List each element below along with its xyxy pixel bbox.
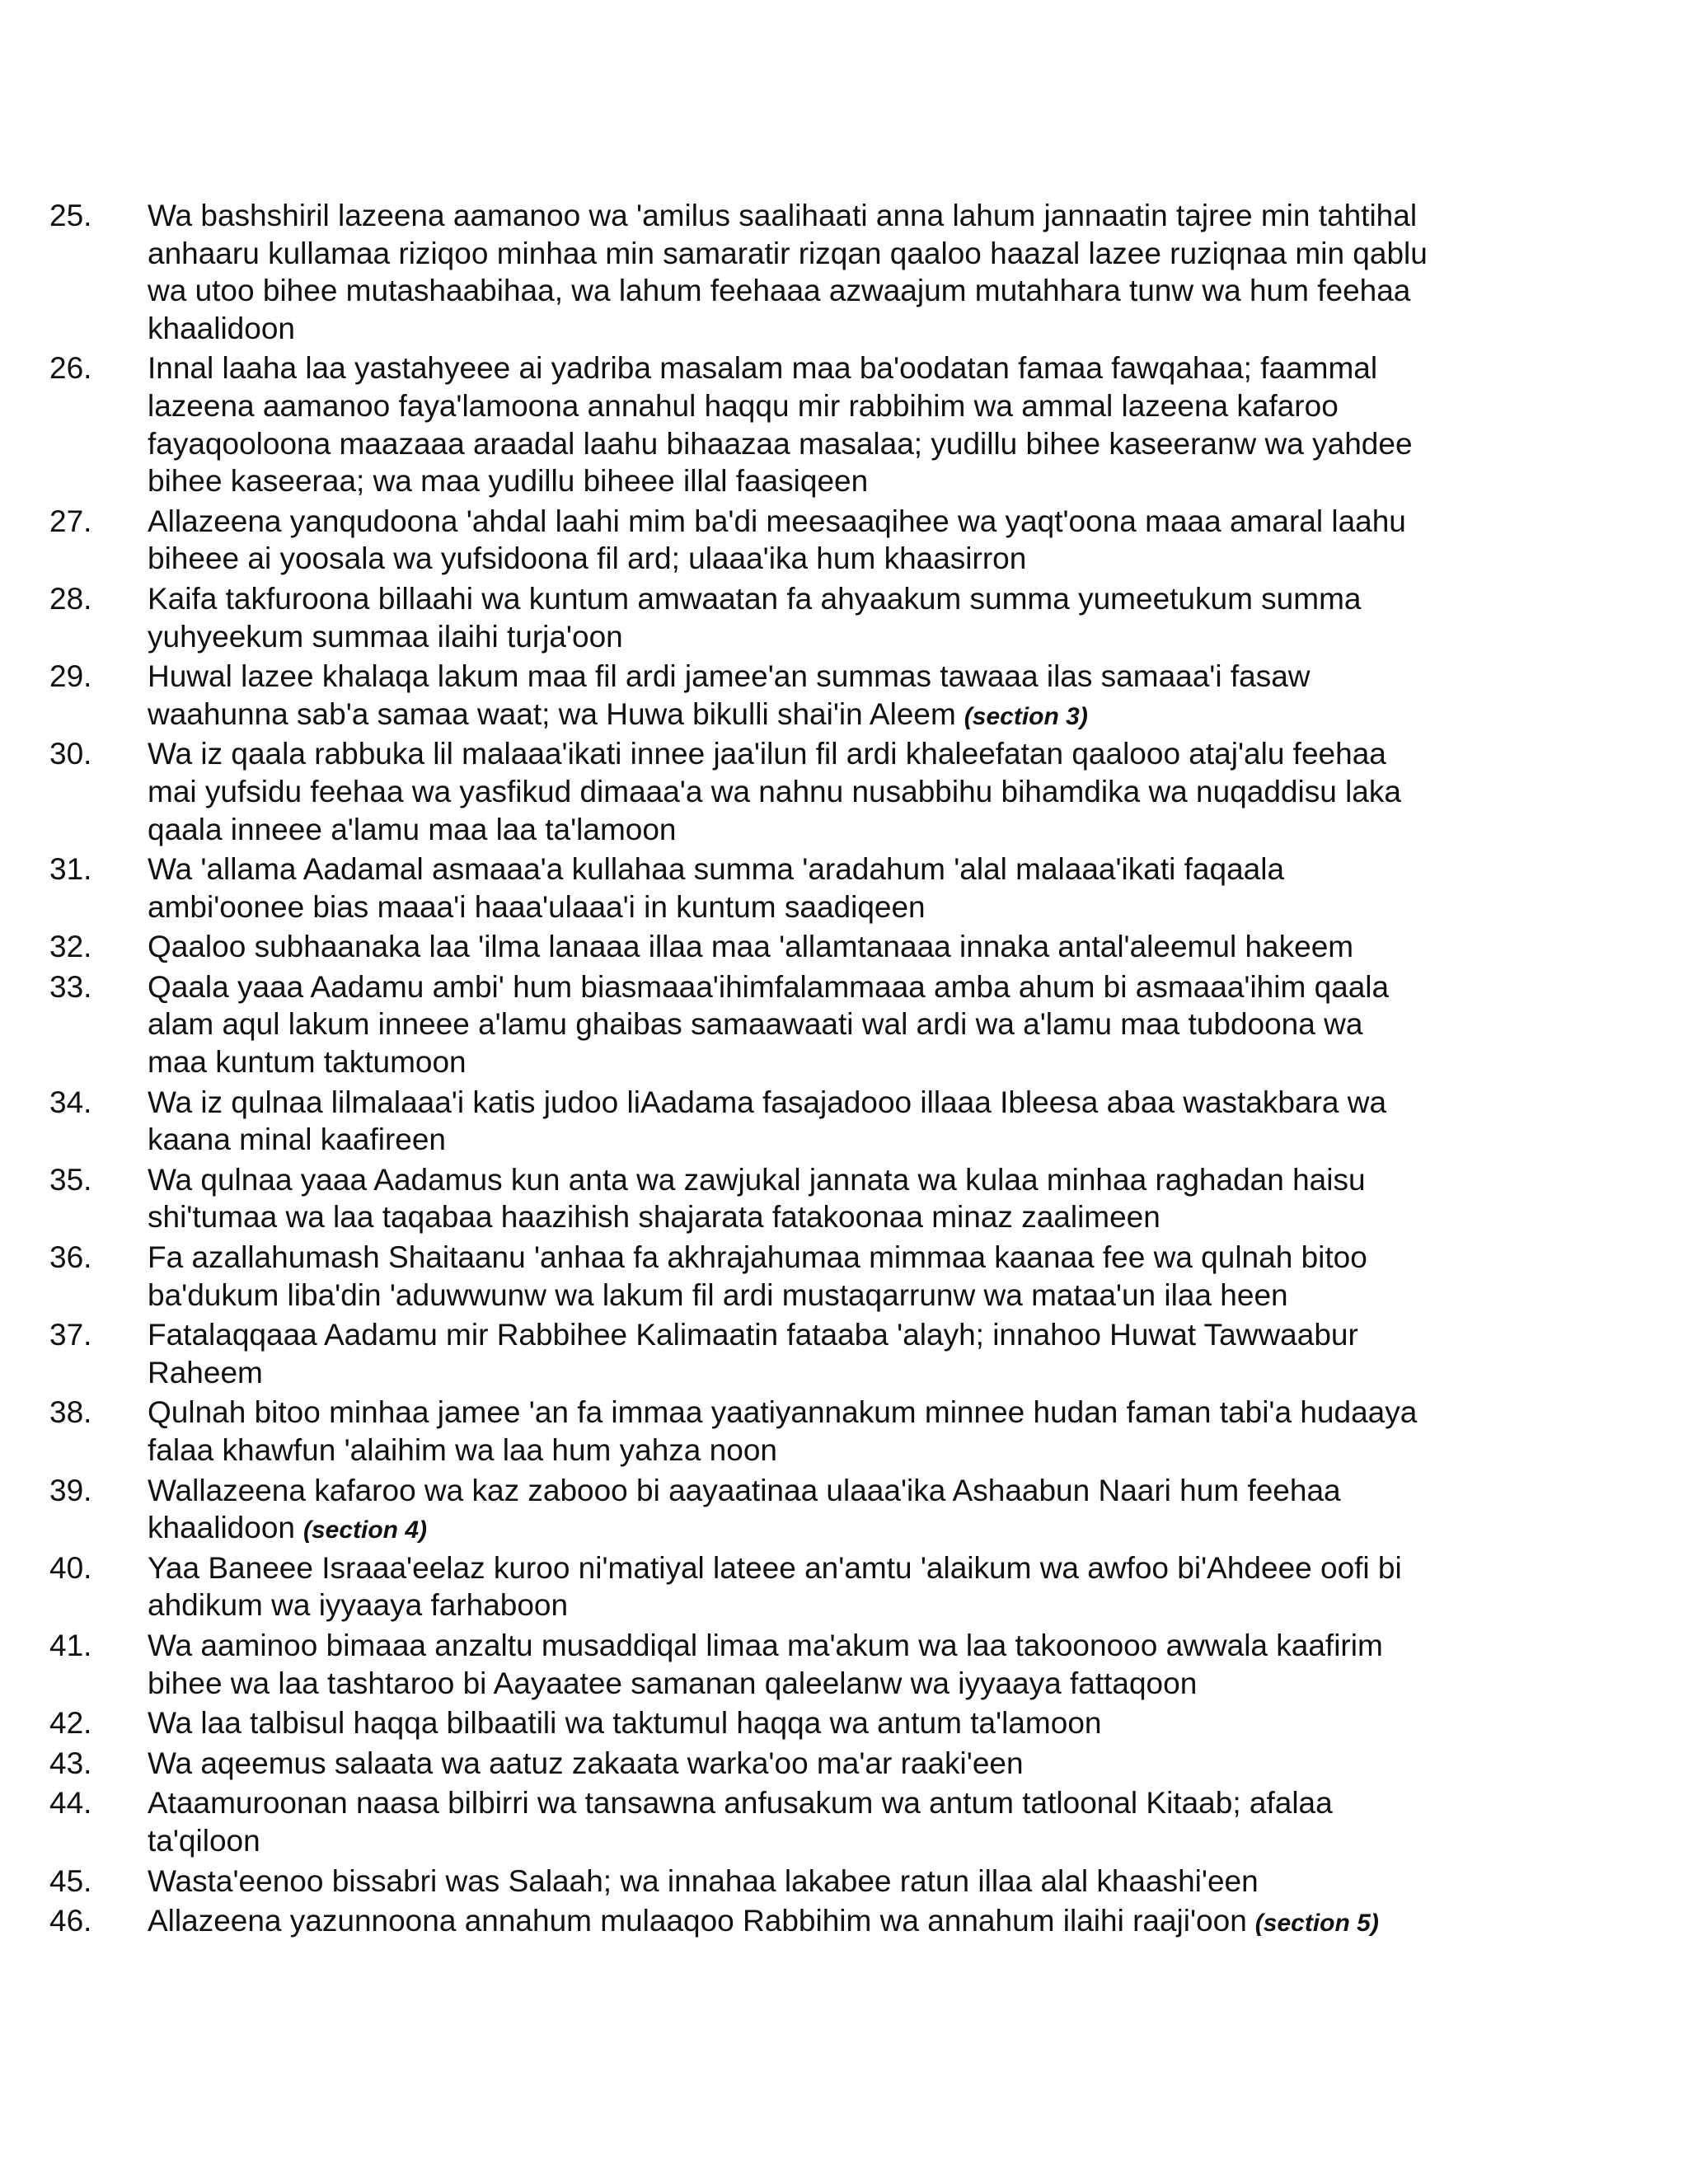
verse-body: Qaaloo subhaanaka laa 'ilma lanaaa illaa maa 'allamtanaaa innaka antal'aleemul hakeem (148, 930, 1354, 964)
verse-item (49, 1161, 1533, 1239)
verse-item (49, 1627, 1533, 1704)
verse-text (148, 851, 1533, 928)
verse-item (49, 1784, 1533, 1862)
verse-number: 44. (49, 1786, 92, 1821)
verse-body: Wallazeena kafaroo wa kaz zabooo bi aayaatinaa ulaaa'ika Ashaabun Naari hum feehaa khaalidoon (148, 1473, 1341, 1545)
verse-number: 45. (49, 1863, 92, 1898)
verse-text (148, 1316, 1533, 1394)
verse-item (49, 735, 1533, 851)
verse-number: 41. (49, 1628, 92, 1662)
verse-text (148, 968, 1533, 1084)
verse-number: 33. (49, 969, 92, 1004)
verse-item (49, 1084, 1533, 1161)
verse-body: Qulnah bitoo minhaa jamee 'an fa immaa yaatiyannakum minnee hudan faman tabi'a hudaaya falaa khawfun 'alaihim wa laa hum yahza noon (148, 1395, 1418, 1467)
verse-item (49, 928, 1533, 968)
verse-body: Wa 'allama Aadamal asmaaa'a kullahaa summa 'aradahum 'alal malaaa'ikati faqaala ambi'oonee bias maaa'i haaa'ulaaa'i in kuntum saadiqeen (148, 852, 1285, 924)
verse-number: 39. (49, 1473, 92, 1507)
verse-body: Allazeena yanqudoona 'ahdal laahi mim ba'di meesaaqihee wa yaqt'oona maaa amaral laahu biheee ai yoosala wa yufsidoona fil ard; ulaaa'ika hum khaasirron (148, 504, 1406, 576)
verse-item (49, 197, 1533, 349)
verse-item (49, 968, 1533, 1084)
verse-number: 35. (49, 1162, 92, 1197)
verse-text (148, 349, 1533, 502)
verse-item (49, 1549, 1533, 1627)
verse-item (49, 1863, 1533, 1903)
verse-text (148, 1549, 1533, 1627)
verse-text (148, 1084, 1533, 1161)
verse-text (148, 1627, 1533, 1704)
verse-number: 32. (49, 930, 92, 964)
verse-number: 42. (49, 1706, 92, 1741)
verse-number: 43. (49, 1746, 92, 1780)
verse-text (148, 1472, 1533, 1549)
verse-body: Wa iz qulnaa lilmalaaa'i katis judoo liAadama fasajadooo illaaa Ibleesa abaa wastakbara wa kaana minal kaafireen (148, 1085, 1387, 1157)
verse-number: 34. (49, 1085, 92, 1119)
verse-number: 38. (49, 1395, 92, 1430)
verse-body: Allazeena yazunnoona annahum mulaaqoo Rabbihim wa annahum ilaihi raaji'oon (148, 1904, 1247, 1938)
verse-item (49, 580, 1533, 658)
verse-body: Wasta'eenoo bissabri was Salaah; wa innahaa lakabee ratun illaa alal khaashi'een (148, 1863, 1259, 1898)
verse-body: Huwal lazee khalaqa lakum maa fil ardi jamee'an summas tawaaa ilas samaaa'i fasaw waahunna sab'a samaa waat; wa Huwa bikulli shai'in Aleem (148, 659, 1311, 731)
verse-body: Wa aaminoo bimaaa anzaltu musaddiqal limaa ma'akum wa laa takoonooo awwala kaafirim bihee wa laa tashtaroo bi Aayaatee samanan qaleelanw wa iyyaaya fattaqoon (148, 1628, 1383, 1700)
verse-number: 29. (49, 659, 92, 694)
verse-text (148, 580, 1533, 658)
verse-body: Wa bashshiril lazeena aamanoo wa 'amilus saalihaati anna lahum jannaatin tajree min tahtihal anhaaru kullamaa riziqoo minhaa min samaratir rizqan qaaloo haazal lazee ruziqnaa min qablu wa utoo bihee mutashaabihaa, wa lahum feehaaa azwaajum mutahhara tunw wa hum feehaa khaalidoon (148, 199, 1428, 345)
verse-text (148, 658, 1533, 735)
verse-text (148, 1902, 1533, 1943)
verse-item (49, 1472, 1533, 1549)
verse-text (148, 1745, 1533, 1785)
verse-number: 26. (49, 351, 92, 386)
verse-item (49, 503, 1533, 580)
verse-body: Wa laa talbisul haqqa bilbaatili wa taktumul haqqa wa antum ta'lamoon (148, 1706, 1102, 1741)
verse-text (148, 1784, 1533, 1862)
verse-body: Fatalaqqaaa Aadamu mir Rabbihee Kalimaatin fataaba 'alayh; innahoo Huwat Tawwaabur Raheem (148, 1318, 1358, 1390)
verse-text (148, 1394, 1533, 1471)
verse-body: Wa aqeemus salaata wa aatuz zakaata warka'oo ma'ar raaki'een (148, 1746, 1024, 1780)
verse-number: 36. (49, 1240, 92, 1275)
verse-number: 31. (49, 852, 92, 887)
verse-item (49, 349, 1533, 502)
verse-number: 25. (49, 199, 92, 232)
verse-body: Fa azallahumash Shaitaanu 'anhaa fa akhrajahumaa mimmaa kaanaa fee wa qulnah bitoo ba'dukum liba'din 'aduwwunw wa lakum fil ardi mustaqarrunw wa mataa'un ilaa heen (148, 1240, 1367, 1312)
verse-text (148, 1704, 1533, 1745)
verse-text (148, 1863, 1533, 1903)
verse-item (49, 1902, 1533, 1943)
verse-body: Innal laaha laa yastahyeee ai yadriba masalam maa ba'oodatan famaa fawqahaa; faammal lazeena aamanoo faya'lamoona annahul haqqu mir rabbihim wa ammal lazeena kafaroo fayaqooloona maazaaa araadal laahu bihaazaa masalaa; yudillu bihee kaseeranw wa yahdee bihee kaseeraa; wa maa yudillu biheee illal faasiqeen (148, 351, 1413, 499)
verse-item (49, 1239, 1533, 1316)
section-note: (section 5) (1254, 1910, 1379, 1938)
verse-body: Wa qulnaa yaaa Aadamus kun anta wa zawjukal jannata wa kulaa minhaa raghadan haisu shi'tumaa wa laa taqabaa haazihish shajarata fatakoonaa minaz zaalimeen (148, 1162, 1366, 1235)
verse-number: 40. (49, 1550, 92, 1585)
verse-body: Yaa Baneee Israaa'eelaz kuroo ni'matiyal lateee an'amtu 'alaikum wa awfoo bi'Ahdeee oofi bi ahdikum wa iyyaaya farhaboon (148, 1550, 1402, 1623)
verse-text (148, 735, 1533, 851)
verse-text (148, 503, 1533, 580)
verse-item (49, 1394, 1533, 1471)
verse-text (148, 928, 1533, 968)
verse-body: Ataamuroonan naasa bilbirri wa tansawna anfusakum wa antum tatloonal Kitaab; afalaa ta'qiloon (148, 1786, 1333, 1858)
verse-number: 37. (49, 1318, 92, 1352)
section-note: (section 4) (302, 1516, 428, 1544)
verse-item (49, 851, 1533, 928)
verse-item (49, 658, 1533, 735)
verse-list (49, 197, 1533, 1943)
verse-text (148, 1239, 1533, 1316)
verse-number: 30. (49, 737, 92, 771)
verse-number: 27. (49, 504, 92, 538)
verse-body: Wa iz qaala rabbuka lil malaaa'ikati innee jaa'ilun fil ardi khaleefatan qaalooo ataj'alu feehaa mai yufsidu feehaa wa yasfikud dimaaa'a wa nahnu nusabbihu bihamdika wa nuqaddisu laka qaala inneee a'lamu maa laa ta'lamoon (148, 737, 1401, 846)
verse-number: 28. (49, 581, 92, 616)
section-note: (section 3) (964, 702, 1088, 730)
verse-item (49, 1704, 1533, 1745)
verse-item (49, 1745, 1533, 1785)
verse-text (148, 197, 1533, 349)
verse-body: Qaala yaaa Aadamu ambi' hum biasmaaa'ihimfalammaaa amba ahum bi asmaaa'ihim qaala alam aqul lakum inneee a'lamu ghaibas samaawaati wal ardi wa a'lamu maa tubdoona wa maa kuntum taktumoon (148, 969, 1390, 1080)
verse-body: Kaifa takfuroona billaahi wa kuntum amwaatan fa ahyaakum summa yumeetukum summa yuhyeekum summaa ilaihi turja'oon (148, 581, 1362, 654)
verse-text (148, 1161, 1533, 1239)
verse-number: 46. (49, 1904, 92, 1938)
verse-item (49, 1316, 1533, 1394)
